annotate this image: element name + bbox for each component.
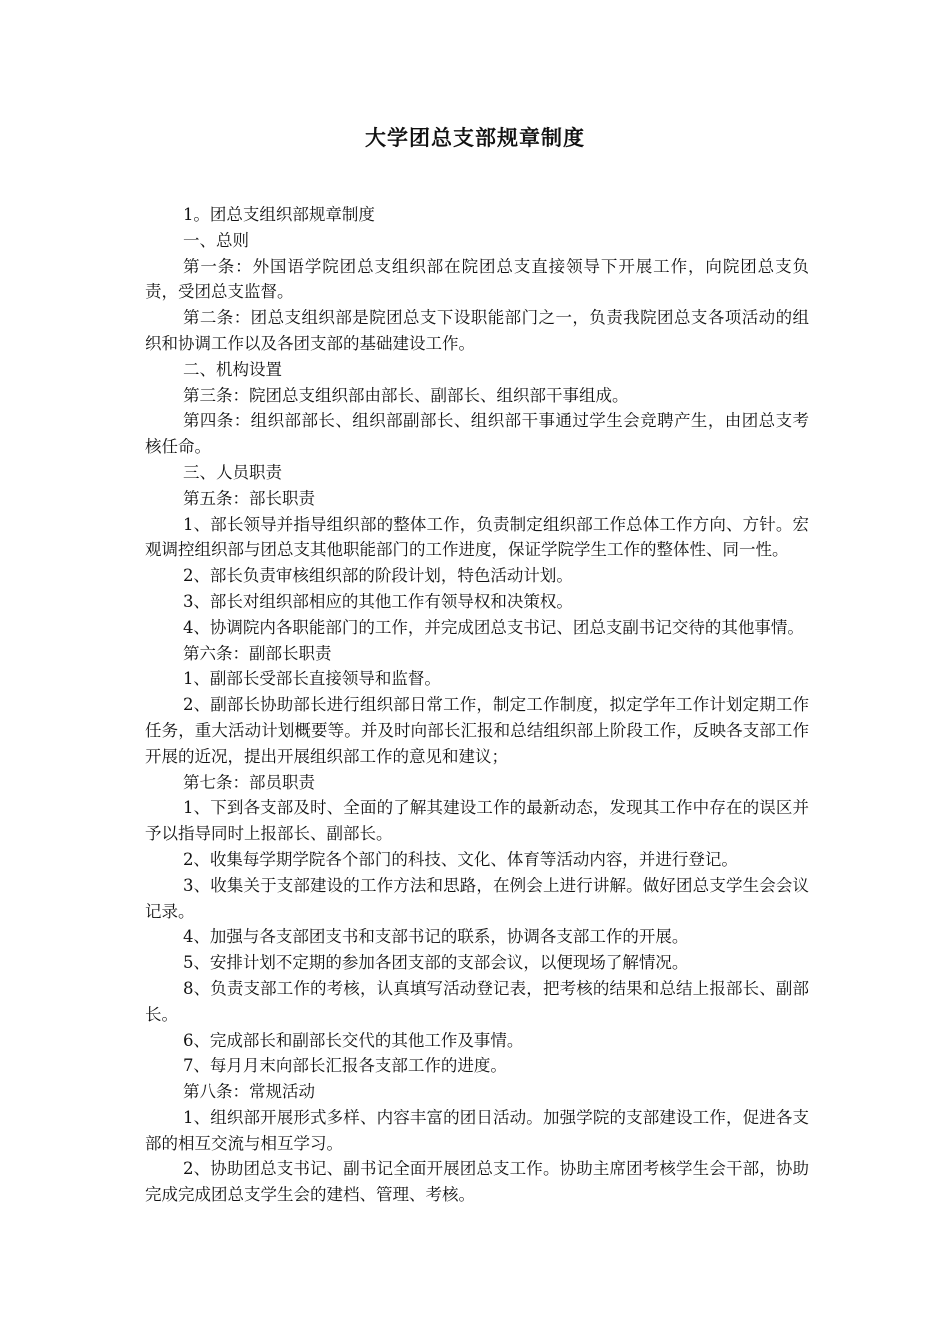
- list-item: 6、完成部长和副部长交代的其他工作及事情。: [182, 1030, 524, 1050]
- article-heading: 第七条：部员职责: [182, 772, 315, 792]
- document-body: [145, 202, 809, 1208]
- list-item: 4、加强与各支部团支书和支部书记的联系，协调各支部工作的开展。: [182, 927, 689, 947]
- list-item: 1、下到各支部及时、全面的了解其建设工作的最新动态，发现其工作中存在的误区并予以指导同时上报部长、副部长。: [145, 798, 809, 844]
- list-item: 2、部长负责审核组织部的阶段计划，特色活动计划。: [182, 566, 573, 586]
- article-paragraph: 第四条：组织部部长、组织部副部长、组织部干事通过学生会竞聘产生，由团总支考核任命。: [145, 411, 809, 457]
- chapter-heading: 二、机构设置: [182, 359, 282, 379]
- article-heading: 第五条：部长职责: [182, 488, 315, 508]
- article-paragraph: 第三条：院团总支组织部由部长、副部长、组织部干事组成。: [182, 385, 629, 405]
- list-item: 8、负责支部工作的考核，认真填写活动登记表，把考核的结果和总结上报部长、副部长。: [145, 978, 809, 1024]
- list-item: 2、副部长协助部长进行组织部日常工作，制定工作制度，拟定学年工作计划定期工作任务，重大活动计划概要等。并及时向部长汇报和总结组织部上阶段工作，反映各支部工作开展的近况，提出开展组织部工作的意见和建议；: [145, 695, 809, 766]
- list-item: 5、安排计划不定期的参加各团支部的支部会议，以便现场了解情况。: [182, 953, 689, 973]
- list-item: 1、组织部开展形式多样、内容丰富的团日活动。加强学院的支部建设工作，促进各支部的相互交流与相互学习。: [145, 1107, 809, 1153]
- article-heading: 第八条：常规活动: [182, 1082, 315, 1102]
- article-paragraph: 第二条：团总支组织部是院团总支下设职能部门之一，负责我院团总支各项活动的组织和协调工作以及各团支部的基础建设工作。: [145, 308, 809, 353]
- article-paragraph: 第一条：外国语学院团总支组织部在院团总支直接领导下开展工作，向院团总支负责，受团总支监督。: [145, 256, 809, 302]
- section-heading: 1。团总支组织部规章制度: [182, 205, 375, 224]
- chapter-heading: 三、人员职责: [182, 462, 282, 482]
- list-item: 3、收集关于支部建设的工作方法和思路，在例会上进行讲解。做好团总支学生会会议记录。: [145, 875, 809, 921]
- article-heading: 第六条：副部长职责: [182, 643, 332, 663]
- list-item: 1、部长领导并指导组织部的整体工作，负责制定组织部工作总体工作方向、方针。宏观调控组织部与团总支其他职能部门的工作进度，保证学院学生工作的整体性、同一性。: [145, 514, 809, 560]
- list-item: 1、副部长受部长直接领导和监督。: [182, 669, 441, 689]
- list-item: 2、收集每学期学院各个部门的科技、文化、体育等活动内容，并进行登记。: [182, 849, 738, 869]
- list-item: 2、协助团总支书记、副书记全面开展团总支工作。协助主席团考核学生会干部，协助完成完成团总支学生会的建档、管理、考核。: [145, 1159, 809, 1205]
- document-title: 大学团总支部规章制度: [365, 126, 585, 150]
- list-item: 3、部长对组织部相应的其他工作有领导权和决策权。: [182, 591, 573, 611]
- chapter-heading: 一、总则: [182, 230, 249, 250]
- list-item: 7、每月月末向部长汇报各支部工作的进度。: [182, 1056, 507, 1076]
- list-item: 4、协调院内各职能部门的工作，并完成团总支书记、团总支副书记交待的其他事情。: [182, 617, 804, 637]
